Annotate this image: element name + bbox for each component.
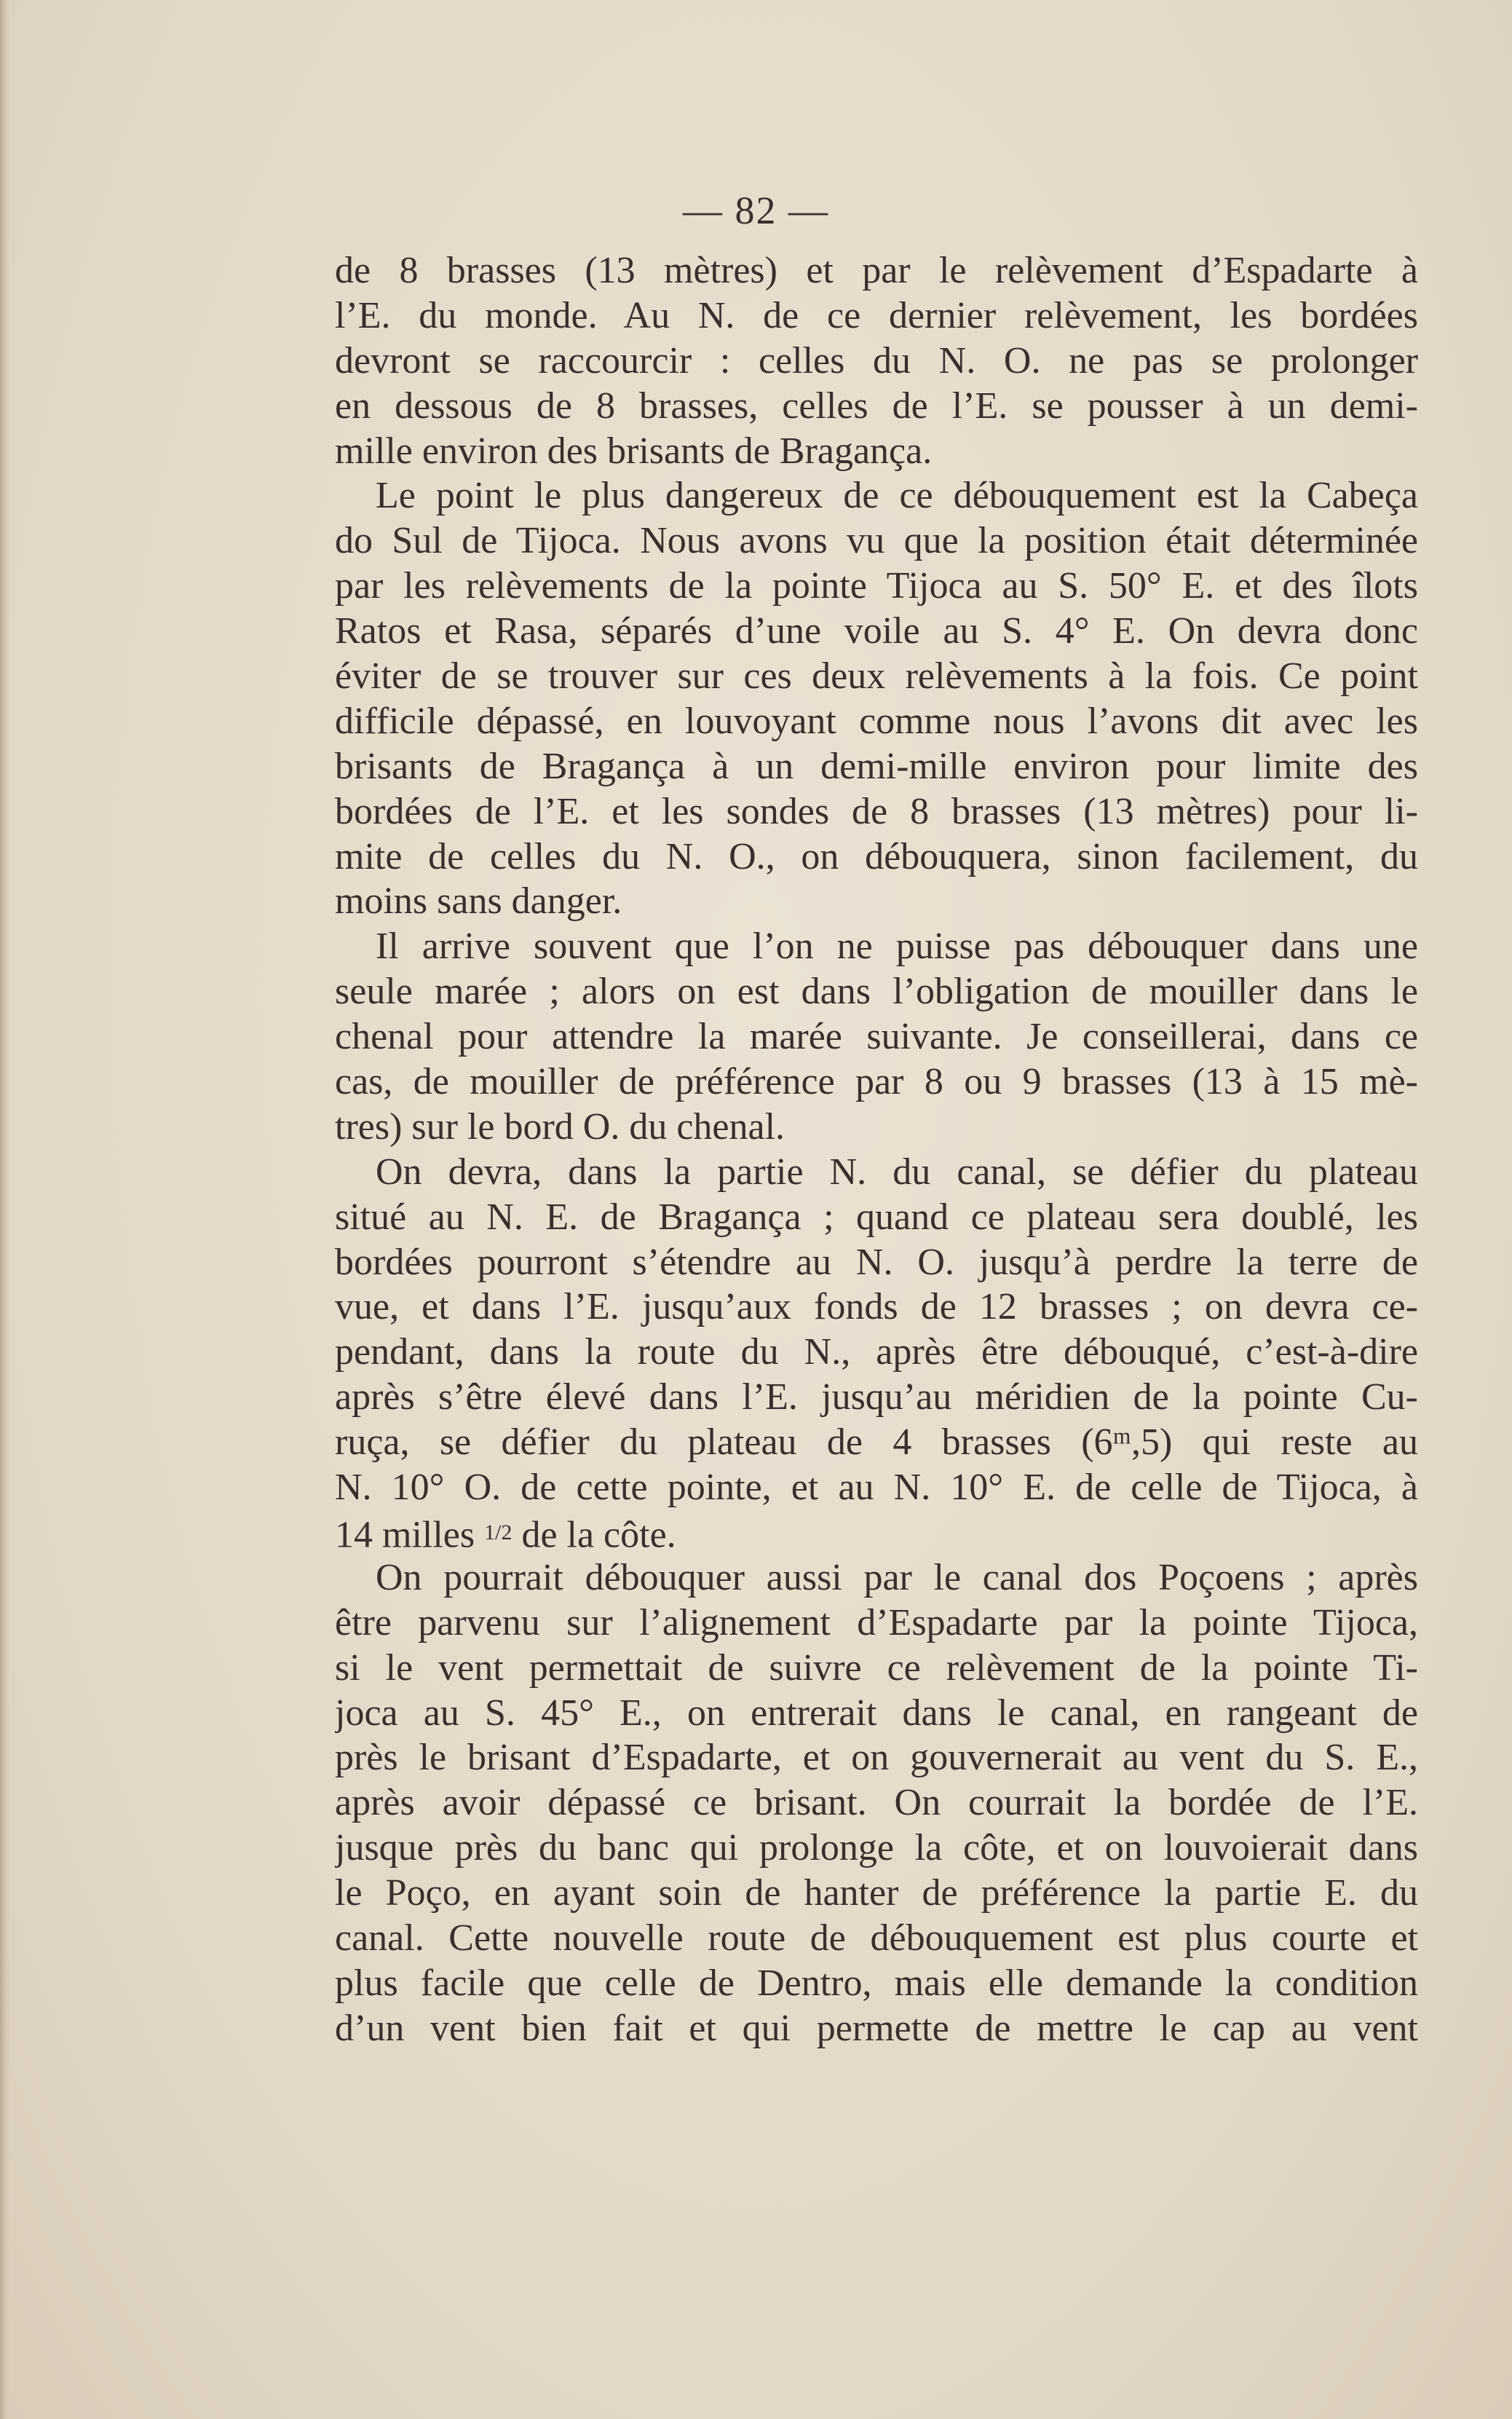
text-line: [335, 1285, 1418, 1330]
text-line: [335, 339, 1418, 384]
text-line-content: brisants de Bragança à un demi-mille environ pour limite des: [335, 745, 1418, 787]
text-line: [335, 924, 1418, 969]
text-line-content: ruça, se défier du plateau de 4 brasses (6ᵐ,5) qui reste au: [335, 1421, 1418, 1464]
text-line-content: joca au S. 45° E., on entrerait dans le canal, en rangeant de: [335, 1692, 1418, 1734]
text-line: [335, 789, 1418, 834]
text-line: [335, 1465, 1418, 1510]
text-line-content: l’E. du monde. Au N. de ce dernier relèvement, les bordées: [335, 294, 1418, 336]
text-line: [335, 1961, 1418, 2006]
text-line: [335, 1601, 1418, 1646]
text-line: [335, 1555, 1418, 1601]
text-line-content: d’un vent bien fait et qui permette de mettre le cap au vent: [335, 2007, 1418, 2049]
text-line: [335, 1780, 1418, 1826]
text-line: [335, 1330, 1418, 1375]
text-line: [335, 1195, 1418, 1240]
text-line: [335, 429, 1418, 474]
text-line: [335, 699, 1418, 744]
text-line: [335, 654, 1418, 699]
text-line: [335, 609, 1418, 654]
text-line-content: par les relèvements de la pointe Tijoca au S. 50° E. et des îlots: [335, 565, 1418, 607]
text-line-content: éviter de se trouver sur ces deux relèvements à la fois. Ce point: [335, 655, 1418, 698]
text-line-content: devront se raccourcir : celles du N. O. ne pas se prolonger: [335, 339, 1418, 382]
text-line-content: Ratos et Rasa, séparés d’une voile au S. 4° E. On devra donc: [335, 610, 1418, 652]
text-line-content: difficile dépassé, en louvoyant comme nous l’avons dit avec les: [335, 700, 1418, 742]
text-line-content: tres) sur le bord O. du chenal.: [335, 1105, 785, 1148]
text-line: [335, 1420, 1418, 1465]
text-line-content: jusque près du banc qui prolonge la côte, et on louvoierait dans: [335, 1827, 1418, 1869]
text-line: [335, 2006, 1418, 2051]
text-line: [335, 834, 1418, 880]
text-line: [335, 1240, 1418, 1285]
text-line: [335, 293, 1418, 339]
text-line: [335, 384, 1418, 429]
text-line: [335, 1735, 1418, 1780]
text-line: [335, 1871, 1418, 1916]
text-line: [335, 1691, 1418, 1736]
text-line-content: Le point le plus dangereux de ce débouquement est la Cabeça: [376, 475, 1418, 517]
text-line-content: situé au N. E. de Bragança ; quand ce plateau sera doublé, les: [335, 1196, 1418, 1238]
text-line-content: canal. Cette nouvelle route de débouquement est plus courte et: [335, 1917, 1418, 1959]
text-line-content: cas, de mouiller de préférence par 8 ou 9 brasses (13 à 15 mè-: [335, 1061, 1418, 1103]
text-line-content: près le brisant d’Espadarte, et on gouvernerait au vent du S. E.,: [335, 1737, 1418, 1779]
text-line-content: le Poço, en ayant soin de hanter de préférence la partie E. du: [335, 1872, 1418, 1914]
text-line-content: vue, et dans l’E. jusqu’aux fonds de 12 brasses ; on devra ce-: [335, 1286, 1418, 1328]
text-line: [335, 1150, 1418, 1195]
text-line-content: après avoir dépassé ce brisant. On courrait la bordée de l’E.: [335, 1782, 1418, 1824]
text-line-content: bordées de l’E. et les sondes de 8 brasses (13 mètres) pour li-: [335, 790, 1418, 832]
text-line-content: mite de celles du N. O., on débouquera, sinon facilement, du: [335, 835, 1418, 877]
body-text: [335, 248, 1418, 2051]
text-line-content: moins sans danger.: [335, 880, 622, 923]
text-line-content: On devra, dans la partie N. du canal, se défier du plateau: [376, 1151, 1418, 1193]
text-line-continuation: de la côte.: [512, 1514, 676, 1555]
text-line: [335, 1105, 1418, 1150]
text-line-content: 14 milles: [335, 1514, 475, 1555]
text-line-content: On pourrait débouquer aussi par le canal dos Poçoens ; après: [376, 1556, 1418, 1598]
text-line: [335, 1646, 1418, 1691]
text-line: [335, 564, 1418, 609]
text-line: [335, 1916, 1418, 1961]
text-line-content: être parvenu sur l’alignement d’Espadarte par la pointe Tijoca,: [335, 1601, 1418, 1643]
text-line-content: bordées pourront s’étendre au N. O. jusqu’à perdre la terre de: [335, 1241, 1418, 1283]
text-line-content: en dessous de 8 brasses, celles de l’E. se pousser à un demi-: [335, 384, 1418, 427]
text-line: [335, 1059, 1418, 1105]
text-line: [335, 1014, 1418, 1059]
text-line: [335, 248, 1418, 293]
text-line-content: seule marée ; alors on est dans l’obligation de mouiller dans le: [335, 971, 1418, 1013]
text-line: [335, 744, 1418, 789]
text-line: [335, 1510, 1418, 1555]
text-line: [335, 518, 1418, 564]
text-line-content: plus facile que celle de Dentro, mais elle demande la condition: [335, 1962, 1418, 2004]
text-line: [335, 1826, 1418, 1871]
page-number: — 82 —: [683, 189, 829, 232]
text-line-content: mille environ des brisants de Bragança.: [335, 430, 933, 472]
text-line-content: de 8 brasses (13 mètres) et par le relèvement d’Espadarte à: [335, 250, 1418, 291]
text-line-content: Il arrive souvent que l’on ne puisse pas débouquer dans une: [376, 926, 1418, 968]
text-line-content: pendant, dans la route du N., après être débouqué, c’est-à-dire: [335, 1331, 1418, 1373]
fraction: 1/2: [484, 1520, 512, 1544]
page-binding-edge: [0, 0, 10, 2419]
text-line: [335, 879, 1418, 924]
text-line-content: si le vent permettait de suivre ce relèvement de la pointe Ti-: [335, 1646, 1418, 1689]
text-line: [335, 1375, 1418, 1420]
text-line-content: après s’être élevé dans l’E. jusqu’au méridien de la pointe Cu-: [335, 1376, 1418, 1418]
text-line-content: chenal pour attendre la marée suivante. Je conseillerai, dans ce: [335, 1016, 1418, 1058]
text-line: [335, 473, 1418, 518]
text-line: [335, 969, 1418, 1014]
text-line-content: N. 10° O. de cette pointe, et au N. 10° E. de celle de Tijoca, à: [335, 1467, 1418, 1509]
text-line-content: do Sul de Tijoca. Nous avons vu que la position était déterminée: [335, 520, 1418, 562]
